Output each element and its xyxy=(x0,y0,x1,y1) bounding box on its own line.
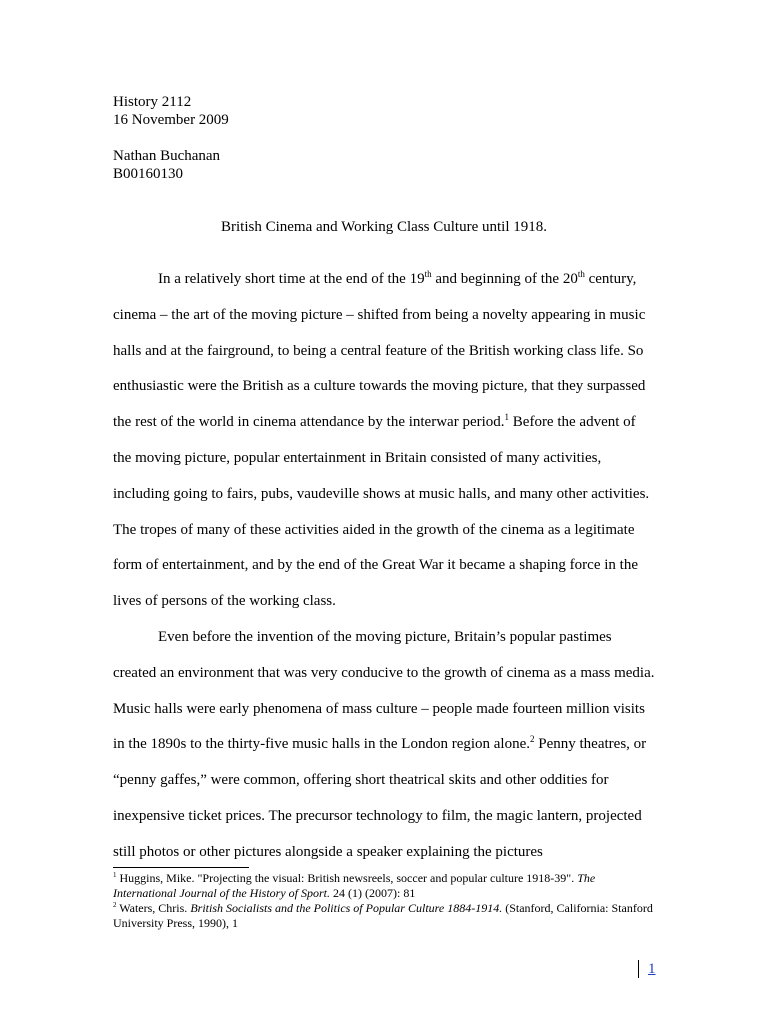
page-number-link[interactable]: 1 xyxy=(648,961,656,977)
document-header xyxy=(113,93,229,183)
footnote-number: 2 xyxy=(113,901,117,909)
footnote-2 xyxy=(113,901,658,931)
paragraph-text: In a relatively short time at the end of the 19 xyxy=(158,271,425,287)
paragraph-text: Penny theatres, or “penny gaffes,” were common, offering short theatrical skits and other oddities for inexpensive ticket prices. The precursor technology to film, the magic lantern, projected still photos or other pictures alongside a speaker explaining the pictures xyxy=(113,736,647,860)
footnotes xyxy=(113,871,658,931)
page-number xyxy=(638,960,656,978)
document-body xyxy=(113,262,657,871)
footnote-text: (Stanford, California: Stanford University Press, 1990), 1 xyxy=(113,901,653,930)
document-date: 16 November 2009 xyxy=(113,112,229,128)
paragraph-2 xyxy=(113,620,657,871)
footnote-text: 24 (1) (2007): 81 xyxy=(330,886,416,900)
paragraph-text: and beginning of the 20 xyxy=(431,271,578,287)
course-name: History 2112 xyxy=(113,94,192,110)
footnote-text: Waters, Chris. xyxy=(116,901,191,915)
footnote-text: Huggins, Mike. "Projecting the visual: British newsreels, soccer and popular culture 1918-39". xyxy=(116,871,578,885)
paragraph-text: Even before the invention of the moving picture, Britain’s popular pastimes created an environment that was very conducive to the growth of cinema as a mass media. Music halls were early phenomena of mass culture – people made fourteen million visits in the 1890s to the thirty-five music halls in the London region alone. xyxy=(113,628,655,753)
footnote-1 xyxy=(113,871,658,901)
footnote-source-title: British Socialists and the Politics of Popular Culture 1884-1914. xyxy=(190,901,503,915)
paragraph-1 xyxy=(113,262,657,620)
footnote-reference[interactable]: 1 xyxy=(504,412,510,423)
paragraph-text: century, cinema – the art of the moving picture – shifted from being a novelty appearing in music halls and at the fairground, to being a central feature of the British working class life. So enthusiastic were the British as a culture towards the moving picture, that they surpassed the rest of the world in cinema attendance by the interwar period. xyxy=(113,271,646,431)
ordinal-superscript: th xyxy=(424,269,432,279)
footnote-number: 1 xyxy=(113,871,117,879)
document-title: British Cinema and Working Class Culture until 1918. xyxy=(220,219,547,235)
author-name: Nathan Buchanan xyxy=(113,148,221,164)
footnote-source-title: The International Journal of the History of Sport. xyxy=(113,871,596,900)
ordinal-superscript: th xyxy=(577,269,585,279)
paragraph-text: Before the advent of the moving picture, popular entertainment in Britain consisted of many activities, including going to fairs, pubs, vaudeville shows at music halls, and many other activities. The tropes of many of these activities aided in the growth of the cinema as a legitimate form of entertainment, and by the end of the Great War it became a shaping force in the lives of persons of the working class. xyxy=(113,414,650,610)
student-id: B00160130 xyxy=(113,166,184,182)
footnote-reference[interactable]: 2 xyxy=(530,734,535,745)
footnote-separator xyxy=(113,867,249,868)
